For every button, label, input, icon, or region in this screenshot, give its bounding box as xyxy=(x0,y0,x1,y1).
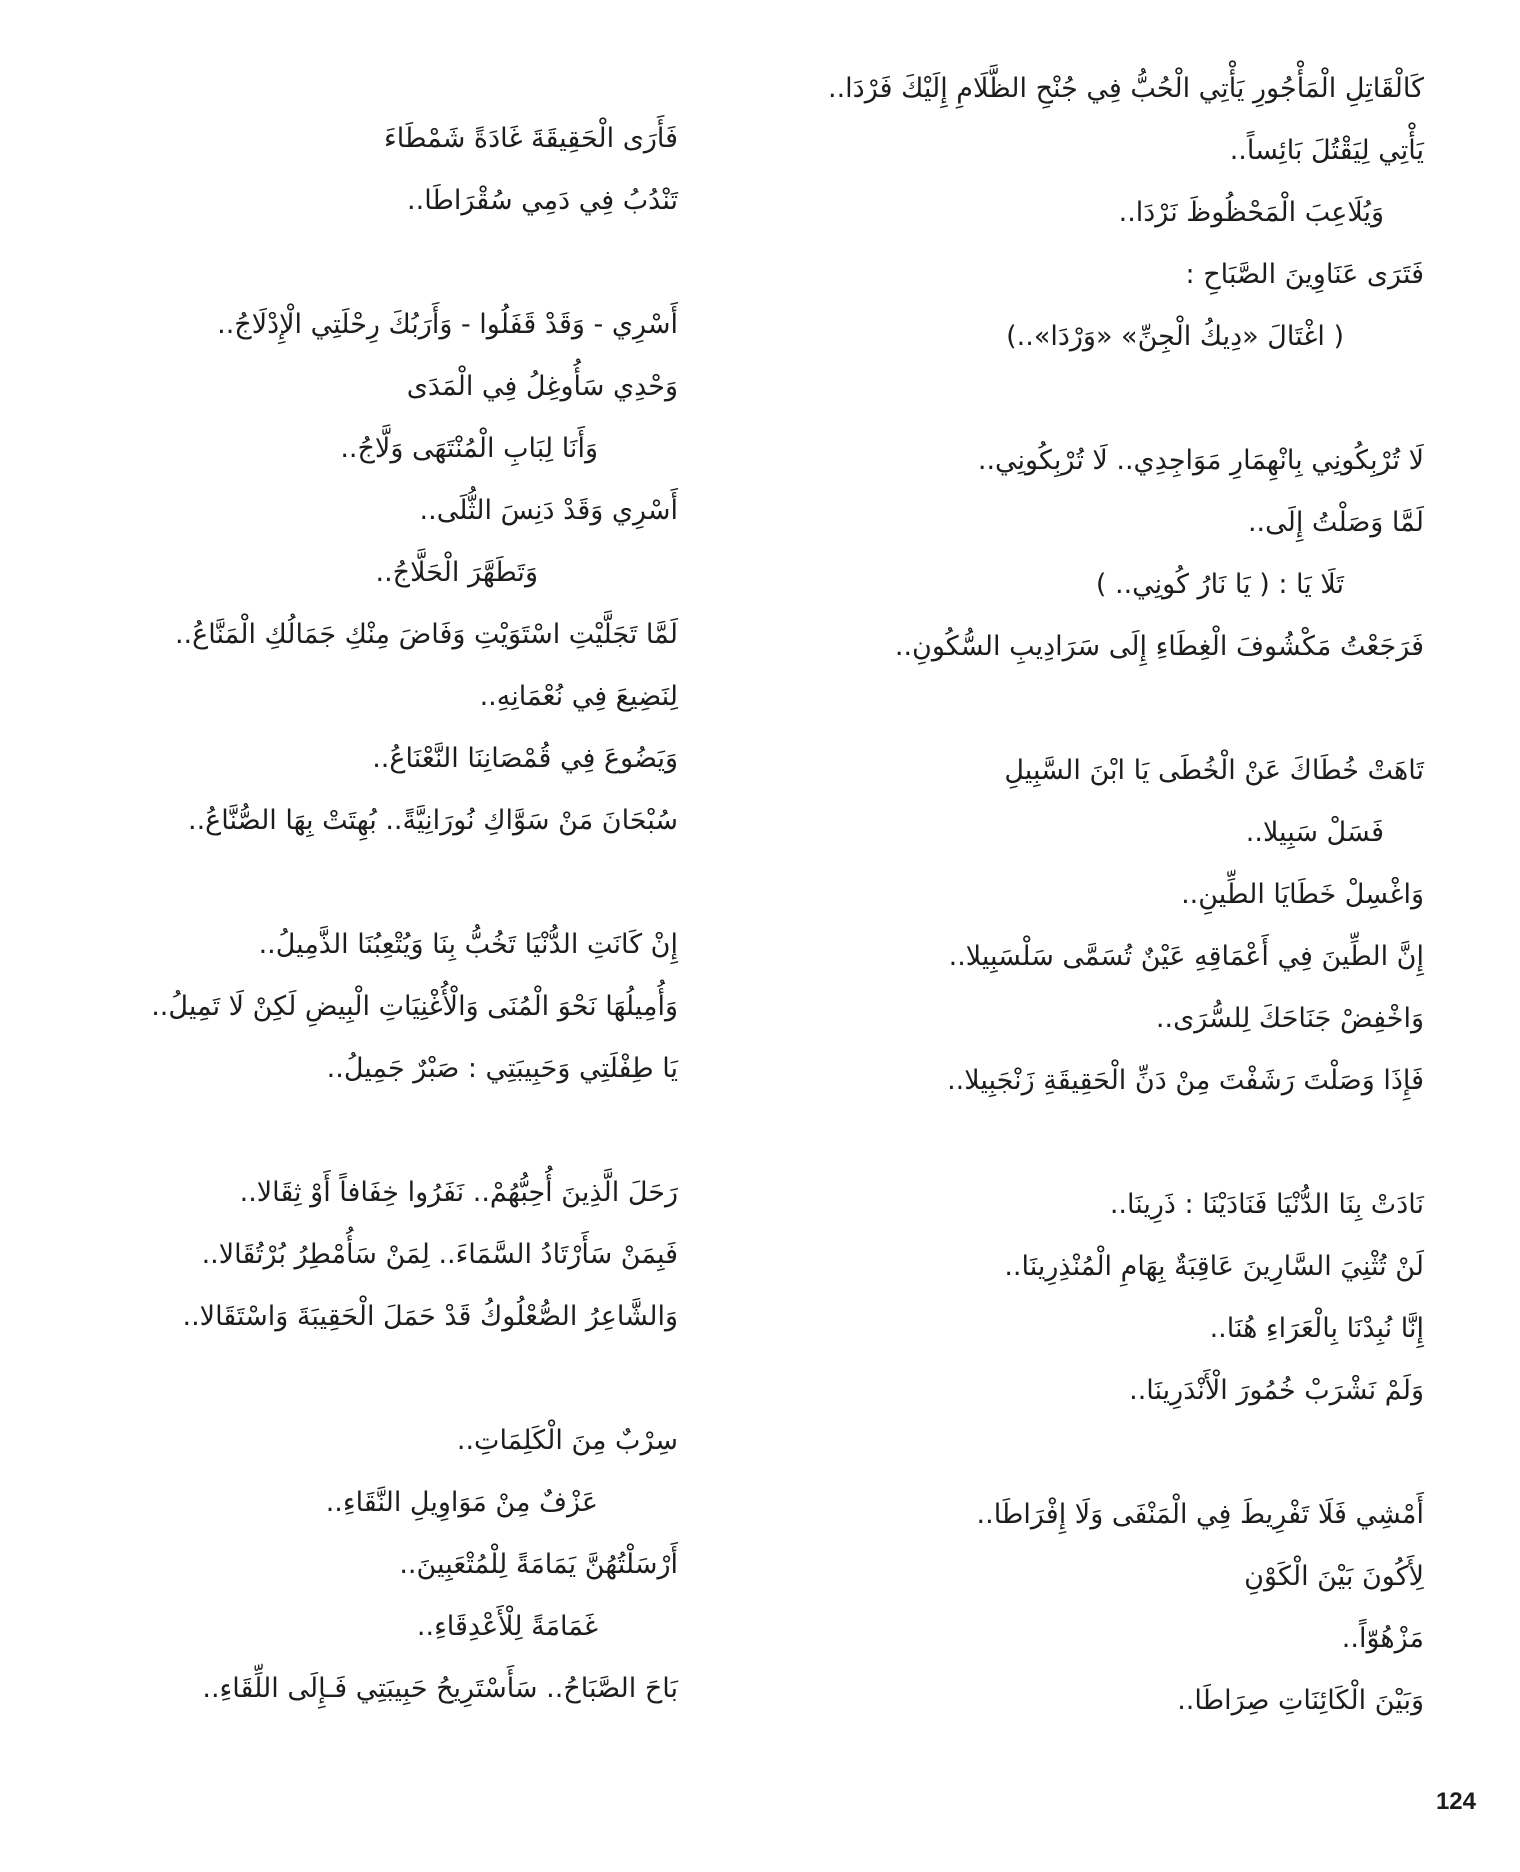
poem-line: تَلَا يَا : ( يَا نَارُ كُونِي.. ) xyxy=(1095,569,1344,600)
poem-line: وَأُمِيلُهَا نَحْوَ الْمُنَى وَالْأُغْنِيَاتِ الْبِيضِ لَكِنْ لَا تَمِيلُ.. xyxy=(151,991,678,1022)
stanza xyxy=(118,1410,678,1720)
poem-line: فَإِذَا وَصَلْتَ رَشَفْتَ مِنْ دَنِّ الْحَقِيقَةِ زَنْجَبِيلا.. xyxy=(947,1065,1424,1096)
poem-line: لِأَكُونَ بَيْنَ الْكَوْنِ xyxy=(1244,1561,1424,1592)
poem-line: تَنْدُبُ فِي دَمِي سُقْرَاطَا.. xyxy=(407,185,678,216)
poem-line: سِرْبٌ مِنَ الْكَلِمَاتِ.. xyxy=(456,1425,678,1456)
poem-line: لَنْ تُثْنِيَ السَّارِينَ عَاقِبَةٌ بِهَامِ الْمُنْذِرِينَا.. xyxy=(1004,1251,1424,1282)
poem-line: يَأْتِي لِيَقْتُلَ بَائِساً.. xyxy=(1229,135,1424,166)
stanza xyxy=(864,1484,1424,1732)
stanza xyxy=(118,108,678,232)
right-column xyxy=(828,58,1424,1794)
poem-line: لِنَضِيعَ فِي نُعْمَانِهِ.. xyxy=(479,681,678,712)
poem-line: تَاهَتْ خُطَاكَ عَنْ الْخُطَى يَا ابْنَ السَّبِيلِ xyxy=(1004,755,1424,786)
poem-line: فَسَلْ سَبِيلا.. xyxy=(1245,817,1384,848)
poem-line: فَتَرَى عَنَاوِينَ الصَّبَاحِ : xyxy=(1185,259,1424,290)
poem-line: وَاغْسِلْ خَطَايَا الطِّينِ.. xyxy=(1181,879,1424,910)
poem-line: فَرَجَعْتُ مَكْشُوفَ الْغِطَاءِ إِلَى سَرَادِيبِ السُّكُونِ.. xyxy=(894,631,1424,662)
poem-line: بَاحَ الصَّبَاحُ.. سَأَسْتَرِيحُ حَبِيبَتِي فَـإِلَى اللِّقَاءِ.. xyxy=(202,1673,678,1704)
poem-line: يَا طِفْلَتِي وَحَبِيبَتِي : صَبْرٌ جَمِيلُ.. xyxy=(326,1053,678,1084)
poem-line: وَالشَّاعِرُ الصُّعْلُوكُ قَدْ حَمَلَ الْحَقِيبَةَ وَاسْتَقَالا.. xyxy=(182,1301,678,1332)
stanza xyxy=(828,58,1424,368)
stanza xyxy=(118,914,678,1100)
poem-line: وَبَيْنَ الْكَائِنَاتِ صِرَاطَا.. xyxy=(1177,1685,1424,1716)
poem-line: فَأَرَى الْحَقِيقَةَ غَادَةً شَمْطَاءَ xyxy=(384,123,678,154)
left-column xyxy=(118,108,678,1782)
poem-line: وَأَنَا لِبَابِ الْمُنْتَهَى وَلَّاجُ.. xyxy=(340,433,598,464)
stanza xyxy=(864,430,1424,678)
stanza xyxy=(118,294,678,852)
poem-line: إِنَّ الطِّينَ فِي أَعْمَاقِهِ عَيْنٌ تُسَمَّى سَلْسَبِيلا.. xyxy=(948,941,1424,972)
poem-line: ( اغْتَالَ «دِيكُ الْجِنِّ» «وَرْدَا»..) xyxy=(1006,321,1344,352)
poem-line: أَرْسَلْتُهُنَّ يَمَامَةً لِلْمُتْعَبِينَ.. xyxy=(399,1549,678,1580)
poem-line: أَسْرِي وَقَدْ دَنِسَ الثُّلَى.. xyxy=(419,495,678,526)
poem-line: سُبْحَانَ مَنْ سَوَّاكِ نُورَانِيَّةً.. بُهِتَتْ بِهَا الصُّنَّاعُ.. xyxy=(188,805,678,836)
poem-line: رَحَلَ الَّذِينَ أُحِبُّهُمْ.. نَفَرُوا خِفَافاً أَوْ ثِقَالا.. xyxy=(239,1177,678,1208)
poem-line: نَادَتْ بِنَا الدُّنْيَا فَنَادَيْنَا : ذَرِينَا.. xyxy=(1109,1189,1424,1220)
poem-line: عَزْفٌ مِنْ مَوَاوِيلِ النَّقَاءِ.. xyxy=(325,1487,598,1518)
poem-line: فَبِمَنْ سَأَرْتَادُ السَّمَاءَ.. لِمَنْ سَأُمْطِرُ بُرْتُقَالا.. xyxy=(201,1239,678,1270)
poem-line: وَلَمْ نَشْرَبْ خُمُورَ الْأَنْدَرِينَا.. xyxy=(1129,1375,1424,1406)
poem-line: وَتَطَهَّرَ الْحَلَّاجُ.. xyxy=(375,557,538,588)
poem-line: لَا تُرْبِكُونِي بِانْهِمَارِ مَوَاجِدِي.. لَا تُرْبِكُونِي.. xyxy=(977,445,1424,476)
poem-line: غَمَامَةً لِلْأَعْدِقَاءِ.. xyxy=(416,1611,598,1642)
poem-line: وَاخْفِضْ جَنَاحَكَ لِلسُّرَى.. xyxy=(1155,1003,1424,1034)
poem-line: وَيُلَاعِبَ الْمَحْظُوظَ نَرْدَا.. xyxy=(1118,197,1384,228)
poem-line: مَزْهُوّاً.. xyxy=(1341,1623,1424,1654)
page-number: 124 xyxy=(1435,1788,1476,1815)
poem-line: وَحْدِي سَأُوغِلُ فِي الْمَدَى xyxy=(406,371,678,402)
poem-line: أَسْرِي - وَقَدْ قَفَلُوا - وَأَرَبُكَ رِحْلَتِي الْإِدْلَاجُ.. xyxy=(217,309,678,340)
stanza xyxy=(864,740,1424,1112)
poem-line: إِنَّا نُبِدْنَا بِالْعَرَاءِ هُنَا.. xyxy=(1209,1313,1424,1344)
stanza xyxy=(864,1174,1424,1422)
stanza xyxy=(118,1162,678,1348)
poem-line: وَيَضُوعَ فِي قُمْصَانِنَا النَّعْنَاعُ.. xyxy=(372,743,678,774)
poem-line: إِنْ كَانَتِ الدُّنْيَا تَخُبُّ بِنَا وَيُتْعِبُنَا الذَّمِيلُ.. xyxy=(258,929,678,960)
poem-line: كَالْقَاتِلِ الْمَأْجُورِ يَأْتِي الْحُبُّ فِي جُنْحِ الظَّلَامِ إِلَيْكَ فَرْدَا.. xyxy=(828,73,1424,104)
poem-line: أَمْشِي فَلَا تَفْرِيطَ فِي الْمَنْفَى وَلَا إِفْرَاطَا.. xyxy=(976,1499,1424,1530)
poem-line: لَمَّا تَجَلَّيْتِ اسْتَوَيْتِ وَفَاضَ مِنْكِ جَمَالُكِ الْمَنَّاعُ.. xyxy=(174,619,678,650)
poem-line: لَمَّا وَصَلْتُ إِلَى.. xyxy=(1247,507,1424,538)
